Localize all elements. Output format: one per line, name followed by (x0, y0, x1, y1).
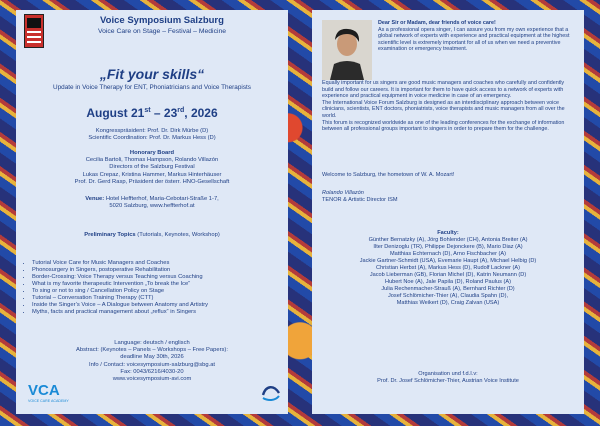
letter-intro (378, 20, 576, 53)
topics-heading: Preliminary Topics (Tutorials, Keynotes, Workshop) (84, 232, 220, 238)
faculty-heading: Faculty: (437, 230, 459, 236)
faculty-line: Günther Bernatzky (A), Jörg Bohlender (CH), Antonia Breiter (A) (368, 237, 528, 243)
signature (322, 190, 398, 204)
faculty-line: Christian Herbst (A), Markus Hess (D), Rudolf Lackner (A) (376, 265, 520, 271)
faculty-line: Julia Rechenmacher-Strauß (A), Bernhard Richter (D) (381, 286, 515, 292)
faculty-line: Josef Schlömicher-Thier (A), Claudia Spahn (D), (388, 293, 508, 299)
faculty-line: Matthias Weikert (D), Craig Zalvan (USA) (396, 300, 500, 306)
topic-item: • Myths, facts and practical management about „reflux“ in Singers (32, 309, 280, 316)
venue: Venue: Hotel Heffterhof, Maria-Cebotari-Straße 1-7, 5020 Salzburg, www.heffterhof.at (85, 196, 219, 210)
topic-item: • Tutorial – Conversation Training Therapy (CTT) (32, 295, 280, 302)
faculty-line: Ilter Denizoglu (TR), Philippe Dejonckere (B), Mario Diaz (A) (373, 244, 523, 250)
scientific-coordination: Scientific Coordination: Prof. Dr. Markus Hess (D) (88, 135, 216, 142)
festival-logo (24, 14, 44, 48)
letter-paragraph: Equally important for us singers are good music managers and coaches who carefully and confidently build and follow our careers. It is important for them to have quick access to a network of experts with experience and practical equipment in voice medicine in case of an emergency. (322, 80, 565, 100)
vca-logo: VCA (28, 382, 60, 399)
welcome-panel (312, 10, 584, 414)
faculty-line: Jacob Lieberman (GB), Florian Michel (D), Katrin Neumann (D) (369, 272, 527, 278)
symposium-subtitle: Voice Care on Stage – Festival – Medicine (97, 28, 227, 35)
contact-info (16, 340, 288, 383)
topic-item: • Border-Crossing: Voice Therapy versus Teaching versus Coaching (32, 274, 280, 281)
deadline: deadline May 30th, 2026 (120, 354, 184, 361)
topic-item: • Tutorial Voice Care for Music Managers and Coaches (32, 260, 280, 267)
austrian-voice-institute-logo (260, 383, 282, 403)
update-line: Update in Voice Therapy for ENT, Phoniatricians and Voice Therapists (53, 84, 251, 91)
topic-item: • Phonosurgery in Singers, postoperative Rehabilitation (32, 267, 280, 274)
faculty-list (312, 230, 584, 307)
letter-body (322, 80, 576, 133)
presidents (16, 128, 288, 142)
letter-paragraph: As a professional opera singer, I can assure you from my own experience that a global network of experts with experience and practical equipment at the highest scientific level is extremely important for all of us when we need a preventive examination or emergency treatment. (378, 26, 570, 53)
letter-paragraph: This forum is recognized worldwide as one of the leading conferences for the exchange of information between all professional groups important to singers in order to prepare them for the challenge. (322, 119, 565, 133)
venue-label: Venue: (85, 196, 105, 202)
honorary-board: Honorary Board Cecilia Bartoli, Thomas Hampson, Rolando Villazón Directors of the Salzburg Festival Lukas Crepaz, Kristina Hammer, Markus Hinterhäuser Prof. Dr. Gerd Rasp, Präsident der österr. HNO-Gesellschaft (16, 150, 288, 186)
faculty-line: Matthias Echternach (D), Arno Fischbacher (A) (390, 251, 506, 257)
welcome-line: Welcome to Salzburg, the hometown of W. A. Mozart! (322, 172, 455, 178)
fax: Fax: 0043/6216/4030-20 (120, 368, 184, 375)
signature-name: Rolando Villazón (322, 190, 364, 196)
organisation: Organisation und f.d.I.v: Prof. Dr. Josef Schlömicher-Thier, Austrian Voice Institute (377, 371, 519, 384)
congress-president: Kongresspräsident: Prof. Dr. Dirk Mürbe (D) (95, 128, 209, 134)
website-link[interactable]: www.voicesymposium-avi.com (112, 376, 192, 383)
topic-item: • What is my favorite therapeutic Intervention „To break the Ice“ (32, 281, 280, 288)
letter-paragraph: The International Voice Forum Salzburg is designed as an interdisciplinary approach between voice clinicians, scientists, ENT doctors, phoniatrists, voice therapists and music managers from all over the world. (322, 99, 565, 119)
contact-email: Info / Contact: voicesymposium-salzburg@sbg.at (88, 361, 216, 368)
topics-list (24, 260, 280, 316)
symposium-title: Voice Symposium Salzburg (100, 15, 224, 26)
program-panel (16, 10, 288, 414)
header (82, 15, 242, 35)
faculty-line: Jackie Gartner-Schmidt (USA), Evemarie Haupt (A), Michael Helbig (D) (359, 258, 537, 264)
greeting: Dear Sir or Madam, dear friends of voice care! (378, 20, 496, 26)
faculty-line: Hubert Noe (A), Jale Papila (D), Roland Paulus (A) (385, 279, 511, 285)
vca-logo-subtitle: VOICE CARE ACADEMY (28, 399, 69, 403)
topic-item: • To sing or not to sing / Cancellation Policy on Stage (32, 288, 280, 295)
topic-item: • Inside the Singer’s Voice – A Dialogue between Anatomy and Artistry (32, 302, 280, 309)
portrait-photo (322, 20, 372, 80)
honorary-heading: Honorary Board (129, 150, 175, 156)
signature-title: TENOR & Artistic Director ISM (322, 197, 398, 203)
headline: „Fit your skills“ (99, 66, 205, 82)
language: Language: deutsch / englisch (114, 340, 190, 346)
event-date: August 21st – 23rd, 2026 (86, 106, 218, 120)
abstract-info: Abstract: (Keynotes – Panels – Workshops – Free Papers): (76, 347, 228, 354)
